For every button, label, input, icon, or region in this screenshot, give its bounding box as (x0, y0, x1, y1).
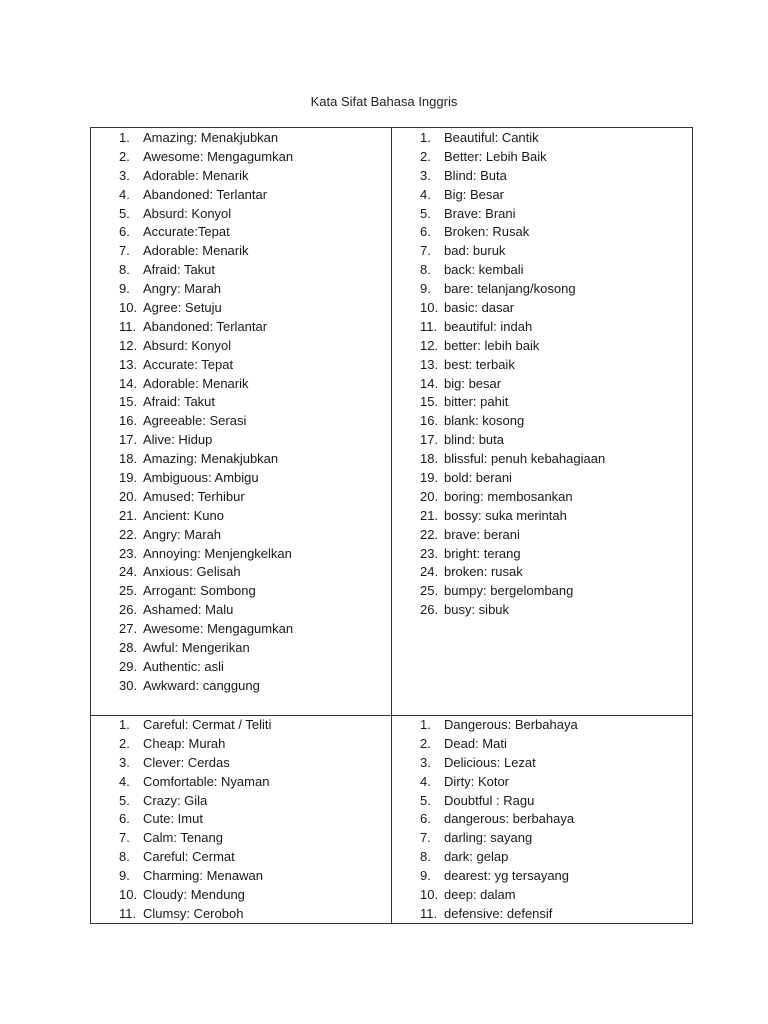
list-item (119, 792, 389, 811)
list-item (119, 677, 389, 696)
list-item-number: 11. (420, 905, 438, 921)
word-list-b (420, 129, 690, 620)
list-item-text: Brave: Brani (444, 205, 516, 221)
list-item (420, 393, 690, 412)
list-item-text: Ancient: Kuno (143, 507, 224, 523)
list-item-number: 7. (420, 243, 431, 259)
list-item-text: Abandoned: Terlantar (143, 318, 268, 334)
list-item (420, 242, 690, 261)
list-item (119, 412, 389, 431)
list-item-text: Better: Lebih Baik (444, 148, 547, 164)
list-item (119, 205, 389, 224)
list-item-number: 1. (119, 130, 130, 145)
list-item-number: 6. (420, 224, 431, 240)
list-item-number: 10. (119, 300, 138, 316)
list-item (119, 563, 389, 582)
list-item-text: Absurd: Konyol (143, 205, 232, 221)
list-item-text: Absurd: Konyol (143, 337, 232, 353)
list-item (420, 716, 690, 735)
list-item (119, 280, 389, 299)
list-item (420, 507, 690, 526)
list-item-text: Awful: Mengerikan (143, 640, 250, 656)
list-item (420, 848, 690, 867)
list-item-text: bad: buruk (444, 243, 506, 259)
list-item-number: 11. (420, 318, 438, 334)
list-item (119, 829, 389, 848)
list-item-number: 3. (420, 167, 431, 183)
list-item-text: Adorable: Menarik (143, 243, 249, 259)
list-item-text: Awkward: canggung (143, 677, 260, 693)
list-item (119, 356, 389, 375)
list-item-number: 6. (119, 224, 130, 240)
list-item-text: Agreeable: Serasi (143, 413, 247, 429)
list-item-text: beautiful: indah (444, 318, 533, 334)
list-item-number: 15. (119, 394, 138, 410)
list-item (420, 186, 690, 205)
list-item-number: 21. (420, 507, 439, 523)
list-item-number: 2. (420, 148, 431, 164)
list-item (119, 526, 389, 545)
list-item (420, 810, 690, 829)
list-item-number: 26. (119, 602, 138, 618)
list-item-number: 22. (420, 526, 439, 542)
list-item-text: Arrogant: Sombong (143, 583, 256, 599)
list-item-number: 11. (119, 905, 137, 921)
list-item (119, 810, 389, 829)
list-item-number: 22. (119, 526, 138, 542)
list-item (119, 337, 389, 356)
list-item-text: Afraid: Takut (143, 394, 216, 410)
list-item-text: dark: gelap (444, 849, 509, 865)
list-item-number: 1. (420, 130, 431, 145)
list-item-number: 5. (119, 792, 130, 808)
list-item-number: 19. (119, 470, 138, 486)
list-item-number: 19. (420, 470, 439, 486)
list-item (420, 582, 690, 601)
list-item-number: 29. (119, 658, 138, 674)
list-item-text: Abandoned: Terlantar (143, 186, 268, 202)
list-item (119, 242, 389, 261)
list-item (420, 867, 690, 886)
list-item-text: Accurate: Tepat (143, 356, 234, 372)
cell-top-right (420, 129, 690, 620)
list-item-text: best: terbaik (444, 356, 515, 372)
list-item (119, 129, 389, 148)
list-item (420, 299, 690, 318)
list-item (420, 792, 690, 811)
list-item (119, 639, 389, 658)
list-item-number: 17. (420, 432, 439, 448)
list-item-text: deep: dalam (444, 887, 516, 903)
list-item (420, 205, 690, 224)
list-item-text: Afraid: Takut (143, 262, 216, 278)
list-item (420, 261, 690, 280)
list-item (119, 167, 389, 186)
list-item-number: 6. (119, 811, 130, 827)
list-item-text: Anxious: Gelisah (143, 564, 241, 580)
list-item-number: 5. (119, 205, 130, 221)
list-item-number: 6. (420, 811, 431, 827)
list-item-text: Accurate:Tepat (143, 224, 230, 240)
list-item-number: 9. (119, 868, 130, 884)
list-item (420, 754, 690, 773)
list-item-text: Authentic: asli (143, 658, 224, 674)
list-item-text: Delicious: Lezat (444, 754, 536, 770)
list-item-number: 7. (119, 243, 130, 259)
word-list-c (119, 716, 389, 924)
list-item (119, 186, 389, 205)
list-item-text: back: kembali (444, 262, 524, 278)
list-item (119, 507, 389, 526)
list-item-text: Alive: Hidup (143, 432, 213, 448)
list-item (119, 773, 389, 792)
list-item-number: 1. (119, 717, 130, 732)
list-item-number: 27. (119, 621, 138, 637)
list-item (119, 582, 389, 601)
cell-top-left (119, 129, 389, 696)
list-item (119, 469, 389, 488)
list-item-number: 20. (119, 488, 138, 504)
list-item (119, 658, 389, 677)
list-item (420, 129, 690, 148)
list-item-text: Ambiguous: Ambigu (143, 470, 259, 486)
list-item-number: 2. (119, 735, 130, 751)
list-item (119, 601, 389, 620)
list-item-number: 10. (119, 887, 138, 903)
list-item-number: 23. (420, 545, 439, 561)
list-item-number: 25. (119, 583, 138, 599)
list-item-text: bitter: pahit (444, 394, 509, 410)
list-item-text: basic: dasar (444, 300, 515, 316)
list-item-number: 16. (119, 413, 138, 429)
list-item (420, 223, 690, 242)
list-item-text: Charming: Menawan (143, 868, 263, 884)
list-item (420, 829, 690, 848)
cell-bottom-left (119, 716, 389, 924)
list-item-number: 3. (119, 167, 130, 183)
list-item-text: Careful: Cermat / Teliti (143, 717, 272, 732)
list-item-text: Awesome: Mengagumkan (143, 621, 294, 637)
list-item-text: dangerous: berbahaya (444, 811, 575, 827)
list-item-text: Adorable: Menarik (143, 375, 249, 391)
list-item-text: busy: sibuk (444, 602, 510, 618)
list-item (420, 488, 690, 507)
list-item-text: Dangerous: Berbahaya (444, 717, 578, 732)
list-item (119, 431, 389, 450)
list-item (119, 450, 389, 469)
list-item-text: darling: sayang (444, 830, 533, 846)
list-item-text: boring: membosankan (444, 488, 573, 504)
list-item-text: Calm: Tenang (143, 830, 223, 846)
list-item-text: Ashamed: Malu (143, 602, 234, 618)
list-item-number: 12. (119, 337, 138, 353)
list-item-text: Crazy: Gila (143, 792, 208, 808)
list-item (119, 318, 389, 337)
list-item-number: 23. (119, 545, 138, 561)
list-item-text: bare: telanjang/kosong (444, 281, 576, 297)
list-item-number: 9. (420, 281, 431, 297)
list-item-number: 24. (119, 564, 138, 580)
list-item-number: 8. (119, 849, 130, 865)
list-item (420, 148, 690, 167)
list-item-number: 1. (420, 717, 431, 732)
list-item-number: 13. (119, 356, 138, 372)
list-item-text: Clever: Cerdas (143, 754, 230, 770)
list-item (119, 299, 389, 318)
word-list-a (119, 129, 389, 696)
list-item (420, 356, 690, 375)
list-item-number: 18. (119, 451, 138, 467)
list-item-number: 3. (420, 754, 431, 770)
list-item-text: Agree: Setuju (143, 300, 222, 316)
list-item-number: 8. (119, 262, 130, 278)
list-item-text: Angry: Marah (143, 526, 222, 542)
list-item-number: 11. (119, 318, 137, 334)
list-item-number: 24. (420, 564, 439, 580)
list-item-text: Amazing: Menakjubkan (143, 130, 279, 145)
list-item (420, 450, 690, 469)
list-item-text: Cheap: Murah (143, 735, 226, 751)
list-item (420, 412, 690, 431)
list-item-text: defensive: defensif (444, 905, 553, 921)
list-item-text: bright: terang (444, 545, 521, 561)
list-item-text: Awesome: Mengagumkan (143, 148, 294, 164)
list-item-text: bossy: suka merintah (444, 507, 567, 523)
list-item (119, 393, 389, 412)
list-item (119, 223, 389, 242)
list-item-text: big: besar (444, 375, 502, 391)
list-item (119, 620, 389, 639)
list-item-number: 9. (420, 868, 431, 884)
list-item (119, 905, 389, 924)
list-item (119, 886, 389, 905)
list-item (119, 735, 389, 754)
list-item-text: blank: kosong (444, 413, 525, 429)
page-title: Kata Sifat Bahasa Inggris (310, 94, 458, 109)
list-item-text: Dirty: Kotor (444, 773, 510, 789)
list-item-text: Cute: Imut (143, 811, 203, 827)
list-item (420, 526, 690, 545)
list-item-number: 26. (420, 602, 439, 618)
list-item-text: better: lebih baik (444, 337, 540, 353)
list-item (119, 867, 389, 886)
list-item-text: Angry: Marah (143, 281, 222, 297)
list-item-text: brave: berani (444, 526, 520, 542)
list-item (119, 148, 389, 167)
list-item (420, 905, 690, 924)
list-item-text: Comfortable: Nyaman (143, 773, 270, 789)
list-item-number: 9. (119, 281, 130, 297)
list-item (420, 469, 690, 488)
list-item (420, 735, 690, 754)
list-item (420, 563, 690, 582)
list-item-number: 5. (420, 792, 431, 808)
list-item-text: Big: Besar (444, 186, 504, 202)
list-item-text: bumpy: bergelombang (444, 583, 574, 599)
list-item (420, 601, 690, 620)
list-item-text: Clumsy: Ceroboh (143, 905, 244, 921)
column-divider (391, 128, 392, 923)
list-item-number: 14. (119, 375, 138, 391)
cell-bottom-right (420, 716, 690, 924)
list-item (420, 545, 690, 564)
list-item (420, 431, 690, 450)
list-item-number: 12. (420, 337, 439, 353)
list-item (119, 545, 389, 564)
list-item-number: 2. (119, 148, 130, 164)
list-item-text: Annoying: Menjengkelkan (143, 545, 292, 561)
list-item-number: 20. (420, 488, 439, 504)
list-item-number: 3. (119, 754, 130, 770)
list-item-text: Blind: Buta (444, 167, 507, 183)
list-item (119, 375, 389, 394)
list-item-number: 30. (119, 677, 138, 693)
list-item-number: 25. (420, 583, 439, 599)
list-item-number: 21. (119, 507, 138, 523)
list-item (420, 280, 690, 299)
list-item-number: 18. (420, 451, 439, 467)
list-item-number: 4. (119, 186, 130, 202)
list-item-number: 16. (420, 413, 439, 429)
list-item-number: 7. (420, 830, 431, 846)
list-item-number: 10. (420, 887, 439, 903)
adjective-table (90, 127, 693, 924)
list-item-number: 2. (420, 735, 431, 751)
list-item (420, 886, 690, 905)
list-item-text: blissful: penuh kebahagiaan (444, 451, 606, 467)
list-item-number: 5. (420, 205, 431, 221)
list-item-text: blind: buta (444, 432, 504, 448)
list-item (420, 375, 690, 394)
word-list-d (420, 716, 690, 924)
list-item-number: 8. (420, 262, 431, 278)
list-item (119, 488, 389, 507)
list-item-number: 10. (420, 300, 439, 316)
list-item-number: 7. (119, 830, 130, 846)
list-item (420, 167, 690, 186)
list-item-text: Dead: Mati (444, 735, 507, 751)
list-item-number: 4. (420, 773, 431, 789)
list-item (119, 848, 389, 867)
list-item (119, 261, 389, 280)
list-item-text: Cloudy: Mendung (143, 887, 245, 903)
list-item-number: 14. (420, 375, 439, 391)
list-item-text: Beautiful: Cantik (444, 130, 539, 145)
list-item-number: 15. (420, 394, 439, 410)
list-item-text: Broken: Rusak (444, 224, 530, 240)
list-item (420, 337, 690, 356)
list-item-number: 28. (119, 640, 138, 656)
list-item-text: Careful: Cermat (143, 849, 235, 865)
list-item (119, 754, 389, 773)
list-item (420, 318, 690, 337)
list-item-number: 4. (119, 773, 130, 789)
list-item (119, 716, 389, 735)
list-item-number: 4. (420, 186, 431, 202)
list-item-text: bold: berani (444, 470, 512, 486)
list-item-text: Amused: Terhibur (143, 488, 245, 504)
list-item-number: 17. (119, 432, 138, 448)
list-item-number: 13. (420, 356, 439, 372)
list-item-number: 8. (420, 849, 431, 865)
list-item-text: dearest: yg tersayang (444, 868, 570, 884)
list-item-text: broken: rusak (444, 564, 523, 580)
list-item-text: Doubtful : Ragu (444, 792, 535, 808)
list-item-text: Amazing: Menakjubkan (143, 451, 279, 467)
list-item-text: Adorable: Menarik (143, 167, 249, 183)
list-item (420, 773, 690, 792)
